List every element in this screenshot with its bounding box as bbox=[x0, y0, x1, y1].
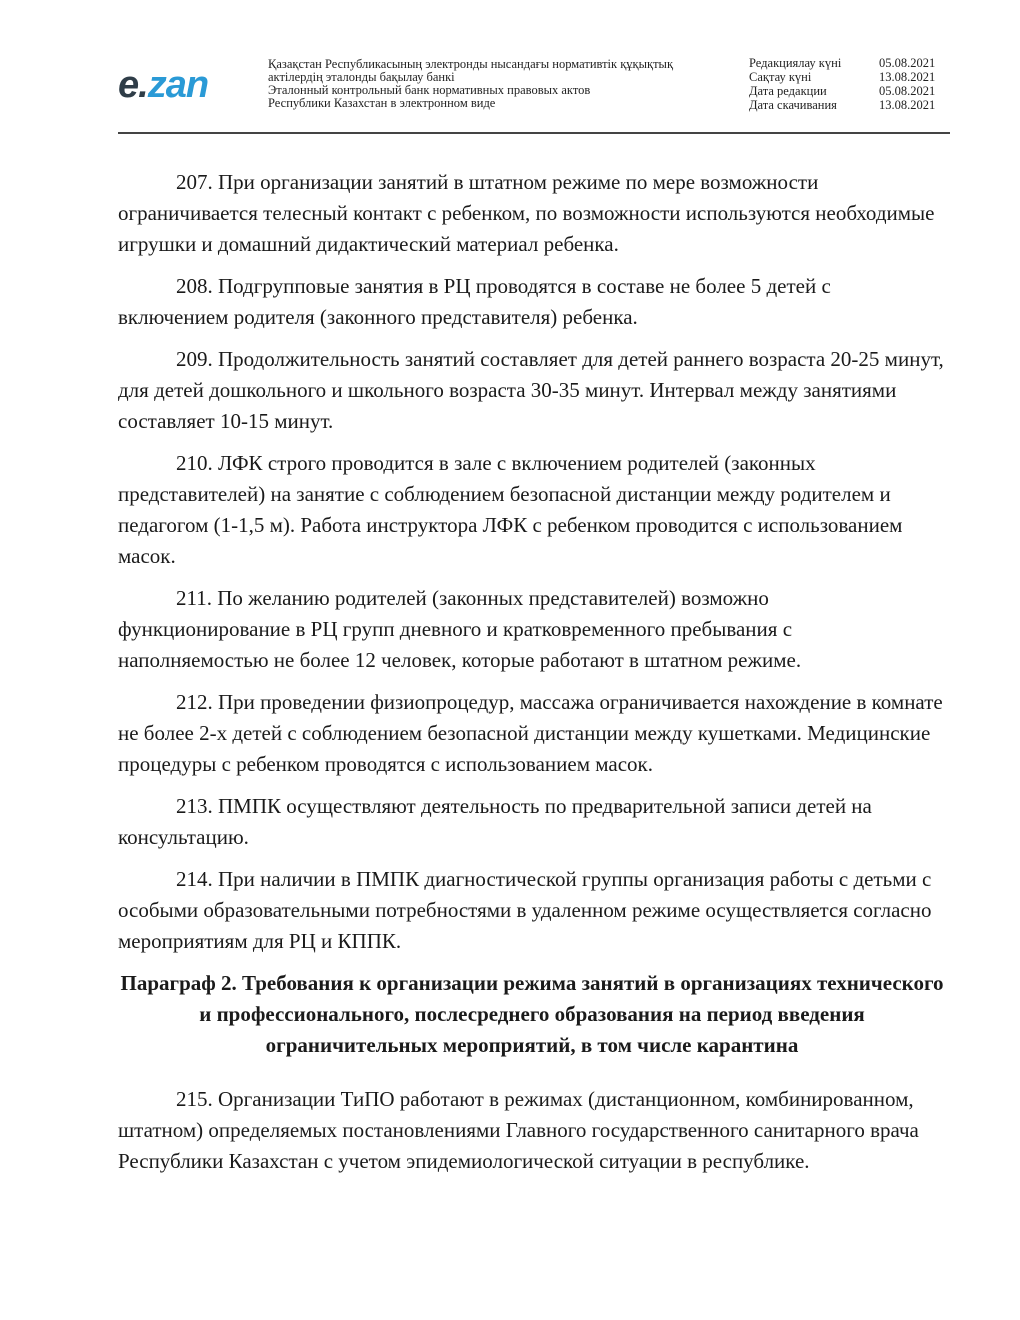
meta-value: 05.08.2021 bbox=[879, 84, 936, 98]
paragraph-213: 213. ПМПК осуществляют деятельность по предварительной записи детей на консультацию. bbox=[118, 794, 872, 849]
paragraph-215: 215. Организации ТиПО работают в режимах (дистанционном, комбинированном, штатном) определяемых постановлениями Главного государственного санитарного врача Республики Казахстан с учетом эпидемиологической ситуации в республике. bbox=[118, 1087, 919, 1173]
paragraph-212: 212. При проведении физиопроцедур, массажа ограничивается нахождение в комнате не более 2-х детей с соблюдением безопасной дистанции между кушетками. Медицинские процедуры с ребенком проводятся с использованием масок. bbox=[118, 690, 943, 776]
meta-value: 13.08.2021 bbox=[879, 70, 936, 84]
paragraph-209: 209. Продолжительность занятий составляет для детей раннего возраста 20-25 минут, для детей дошкольного и школьного возраста 30-35 минут. Интервал между занятиями составляет 10-15 минут. bbox=[118, 347, 944, 433]
meta-label: Редакциялау күні bbox=[749, 56, 842, 70]
header-divider bbox=[118, 132, 950, 134]
document-header bbox=[118, 54, 950, 134]
paragraph-211: 211. По желанию родителей (законных представителей) возможно функционирование в РЦ групп дневного и кратковременного пребывания с наполняемостью не более 12 человек, которые работают в штатном режиме. bbox=[118, 586, 802, 672]
paragraph-208: 208. Подгрупповые занятия в РЦ проводятся в составе не более 5 детей с включением родителя (законного представителя) ребенка. bbox=[118, 274, 831, 329]
meta-label: Дата скачивания bbox=[749, 98, 837, 112]
meta-value: 05.08.2021 bbox=[879, 56, 936, 70]
meta-row-save-date-kz bbox=[749, 70, 949, 84]
logo-part-zan: zan bbox=[147, 64, 209, 106]
document-body bbox=[118, 167, 946, 1188]
meta-label: Дата редакции bbox=[749, 84, 827, 98]
header-line-3: Эталонный контрольный банк нормативных правовых актов bbox=[268, 83, 591, 97]
header-line-4: Республики Казахстан в электронном виде bbox=[268, 96, 496, 110]
header-dates bbox=[749, 56, 949, 112]
section-heading-paragraph-2: Параграф 2. Требования к организации режима занятий в организациях технического и профессионального, послесреднего образования на период введения ограничительных мероприятий, в том числе карантина bbox=[120, 971, 944, 1057]
paragraph-210: 210. ЛФК строго проводится в зале с включением родителей (законных представителей) на занятие с соблюдением безопасной дистанции между родителем и педагогом (1-1,5 м). Работа инструктора ЛФК с ребенком проводится с использованием масок. bbox=[118, 451, 903, 568]
header-bank-title bbox=[268, 58, 673, 110]
paragraph-214: 214. При наличии в ПМПК диагностической группы организация работы с детьми с особыми образовательными потребностями в удаленном режиме осуществляется согласно мероприятиям для РЦ и КППК. bbox=[118, 867, 932, 953]
header-line-1: Қазақстан Республикасының электронды нысандағы нормативтік құқықтық bbox=[268, 57, 674, 71]
meta-row-edit-date-kz bbox=[749, 56, 949, 70]
logo-dot: . bbox=[138, 64, 148, 106]
header-line-2: актілердің эталонды бақылау банкі bbox=[268, 70, 455, 84]
meta-row-download-date-ru bbox=[749, 98, 949, 112]
ezan-logo bbox=[118, 66, 208, 104]
meta-row-edit-date-ru bbox=[749, 84, 949, 98]
meta-label: Сақтау күні bbox=[749, 70, 812, 84]
paragraph-207: 207. При организации занятий в штатном режиме по мере возможности ограничивается телесный контакт с ребенком, по возможности используются необходимые игрушки и домашний дидактический материал ребенка. bbox=[118, 170, 935, 256]
meta-value: 13.08.2021 bbox=[879, 98, 936, 112]
logo-part-e: e bbox=[118, 64, 139, 106]
